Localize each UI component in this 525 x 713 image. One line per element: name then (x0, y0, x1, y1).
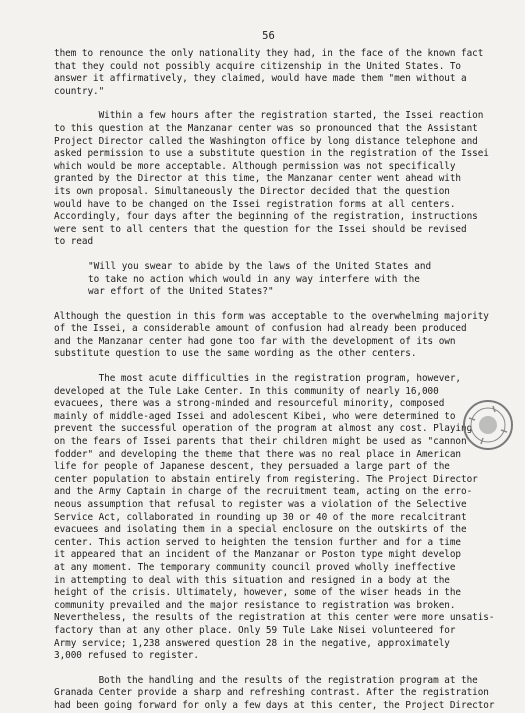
text-line: Both the handling and the results of the registration program at the (54, 674, 478, 686)
text-line: to this question at the Manzanar center was so pronounced that the Assistant (54, 122, 478, 134)
text-line: Service Act, collaborated in rounding up 30 or 40 of the more recalcitrant (54, 511, 467, 523)
text-line: which would be more acceptable. Although permission was not specifically (54, 160, 456, 172)
text-line: height of the crisis. Ultimately, however, some of the wiser heads in the (54, 587, 462, 599)
paragraph-2 (54, 110, 489, 249)
text-line: them to renounce the only nationality they had, in the face of the known fact (54, 48, 484, 59)
text-line: and the Army Captain in charge of the recruitment team, acting on the erro- (54, 486, 473, 498)
text-line: factory than at any other place. Only 59 Tule Lake Nisei volunteered for (54, 624, 456, 636)
text-line: 3,000 refused to register. (54, 650, 199, 662)
text-line: community prevailed and the major resistance to registration was broken. (54, 599, 456, 611)
text-line: that they could not possibly acquire citizenship in the United States. To (54, 60, 462, 72)
text-line: Army service; 1,238 answered question 28 in the negative, approximately (54, 637, 450, 649)
text-line: on the fears of Issei parents that their children might be used as "cannon (54, 436, 467, 448)
text-line: war effort of the United States?" (88, 286, 274, 298)
paragraph-1 (54, 48, 483, 98)
text-line: asked permission to use a substitute question in the registration of the Issei (54, 148, 489, 160)
text-line: to take no action which would in any way interfere with the (88, 273, 420, 285)
text-line: answer it affirmatively, they claimed, would have made them "men without a (54, 73, 467, 85)
text-line: neous assumption that refusal to register was a violation of the Selective (54, 499, 467, 510)
text-line: in attempting to deal with this situation and resigned in a body at the (54, 574, 450, 586)
text-line: life for people of Japanese descent, they persuaded a large part of the (54, 461, 450, 473)
text-line: were sent to all centers that the question for the Issei should be revised (54, 223, 467, 235)
text-line: Nevertheless, the results of the registration at this center were more unsatis- (54, 612, 495, 624)
text-line: to read (54, 236, 94, 248)
text-line: fodder" and developing the theme that there was no real place in American (54, 448, 462, 460)
text-line: its own proposal. Simultaneously the Director decided that the question (54, 185, 450, 197)
text-line: Project Director called the Washington office by long distance telephone and (54, 135, 478, 147)
text-line: prevent the successful operation of the program at almost any cost. Playing (54, 423, 473, 435)
text-line: of the Issei, a considerable amount of confusion had already been produced (54, 323, 467, 335)
paragraph-4 (54, 373, 495, 663)
text-line: had been going forward for only a few days at this center, the Project Director (54, 699, 495, 711)
text-line: and the Manzanar center had gone too far with the development of its own (54, 335, 456, 347)
text-line: "Will you swear to abide by the laws of the United States and (88, 260, 432, 272)
text-line: it appeared that an incident of the Manzanar or Poston type might develop (54, 549, 462, 561)
quoted-question (88, 261, 483, 299)
text-line: granted by the Director at this time, the Manzanar center went ahead with (54, 173, 462, 185)
text-line: developed at the Tule Lake Center. In this community of nearly 16,000 (54, 385, 439, 397)
text-line: Within a few hours after the registration started, the Issei reaction (54, 110, 484, 122)
text-line: Accordingly, four days after the beginning of the registration, instructions (54, 211, 478, 223)
text-line: Granada Center provide a sharp and refreshing contrast. After the registration (54, 687, 489, 699)
text-line: center. This action served to heighten the tension further and for a time (54, 536, 462, 548)
page-number: 56 (262, 30, 275, 42)
text-line: Although the question in this form was acceptable to the overwhelming majority (54, 310, 489, 322)
text-line: would have to be changed on the Issei registration forms at all centers. (54, 198, 456, 210)
text-line: substitute question to use the same wording as the other centers. (54, 348, 417, 360)
text-line: mainly of middle-aged Issei and adolescent Kibei, who were determined to (54, 410, 456, 422)
text-line: at any moment. The temporary community council proved wholly ineffective (54, 561, 456, 573)
text-line: evacuees, there was a strong-minded and resourceful minority, composed (54, 398, 445, 410)
text-line: center population to abstain entirely from registering. The Project Director (54, 473, 478, 485)
paragraph-5 (54, 674, 495, 713)
text-line: evacuees and isolating them in a special enclosure on the outskirts of the (54, 524, 467, 536)
archive-seal-icon (461, 398, 515, 452)
text-line: country." (54, 85, 105, 97)
paragraph-3 (54, 310, 489, 361)
text-line: The most acute difficulties in the registration program, however, (54, 373, 462, 385)
